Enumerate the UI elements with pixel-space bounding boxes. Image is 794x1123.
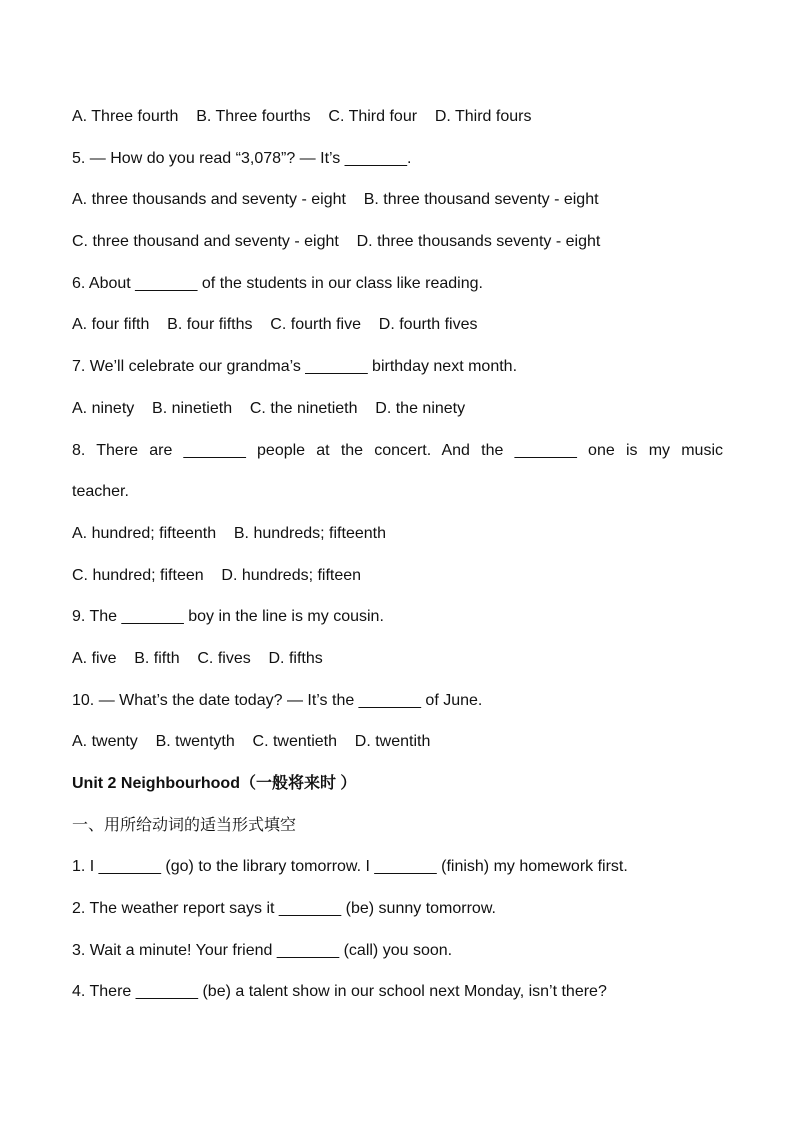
q9-options: A. five B. fifth C. fives D. fifths — [72, 649, 323, 667]
q8-question-line2: teacher. — [72, 483, 129, 501]
q6-question: 6. About _______ of the students in our class like reading. — [72, 274, 483, 292]
q5-options-ab: A. three thousands and seventy - eight B. three thousand seventy - eight — [72, 191, 599, 209]
q4-options: A. Three fourth B. Three fourths C. Third four D. Third fours — [72, 108, 532, 125]
fill-q1: 1. I _______ (go) to the library tomorrow. I _______ (finish) my homework first. — [72, 858, 628, 876]
q9-question: 9. The _______ boy in the line is my cousin. — [72, 608, 384, 626]
section-heading: 一、用所给动词的适当形式填空 — [72, 816, 297, 834]
q5-question: 5. — How do you read “3,078”? — It’s _______. — [72, 149, 412, 167]
fill-q3: 3. Wait a minute! Your friend _______ (call) you soon. — [72, 941, 453, 959]
fill-q4: 4. There _______ (be) a talent show in our school next Monday, isn’t there? — [72, 983, 607, 1001]
q10-question: 10. — What’s the date today? — It’s the _______ of June. — [72, 691, 483, 709]
q7-question: 7. We’ll celebrate our grandma’s _______ birthday next month. — [72, 358, 518, 376]
unit-heading: Unit 2 Neighbourhood（一般将来时 ） — [72, 775, 357, 793]
q10-options: A. twenty B. twentyth C. twentieth D. twentith — [72, 733, 431, 751]
fill-q2: 2. The weather report says it _______ (be) sunny tomorrow. — [72, 900, 496, 918]
document-page — [72, 96, 723, 1013]
q7-options: A. ninety B. ninetieth C. the ninetieth D. the ninety — [72, 399, 466, 417]
q5-options-cd: C. three thousand and seventy - eight D. three thousands seventy - eight — [72, 233, 601, 251]
q8-options-cd: C. hundred; fifteen D. hundreds; fifteen — [72, 566, 362, 584]
q8-question-line1: 8. There are _______ people at the concert. And the _______ one is my music — [72, 441, 723, 459]
q8-options-ab: A. hundred; fifteenth B. hundreds; fifteenth — [72, 524, 386, 542]
q6-options: A. four fifth B. four fifths C. fourth five D. fourth fives — [72, 316, 478, 334]
